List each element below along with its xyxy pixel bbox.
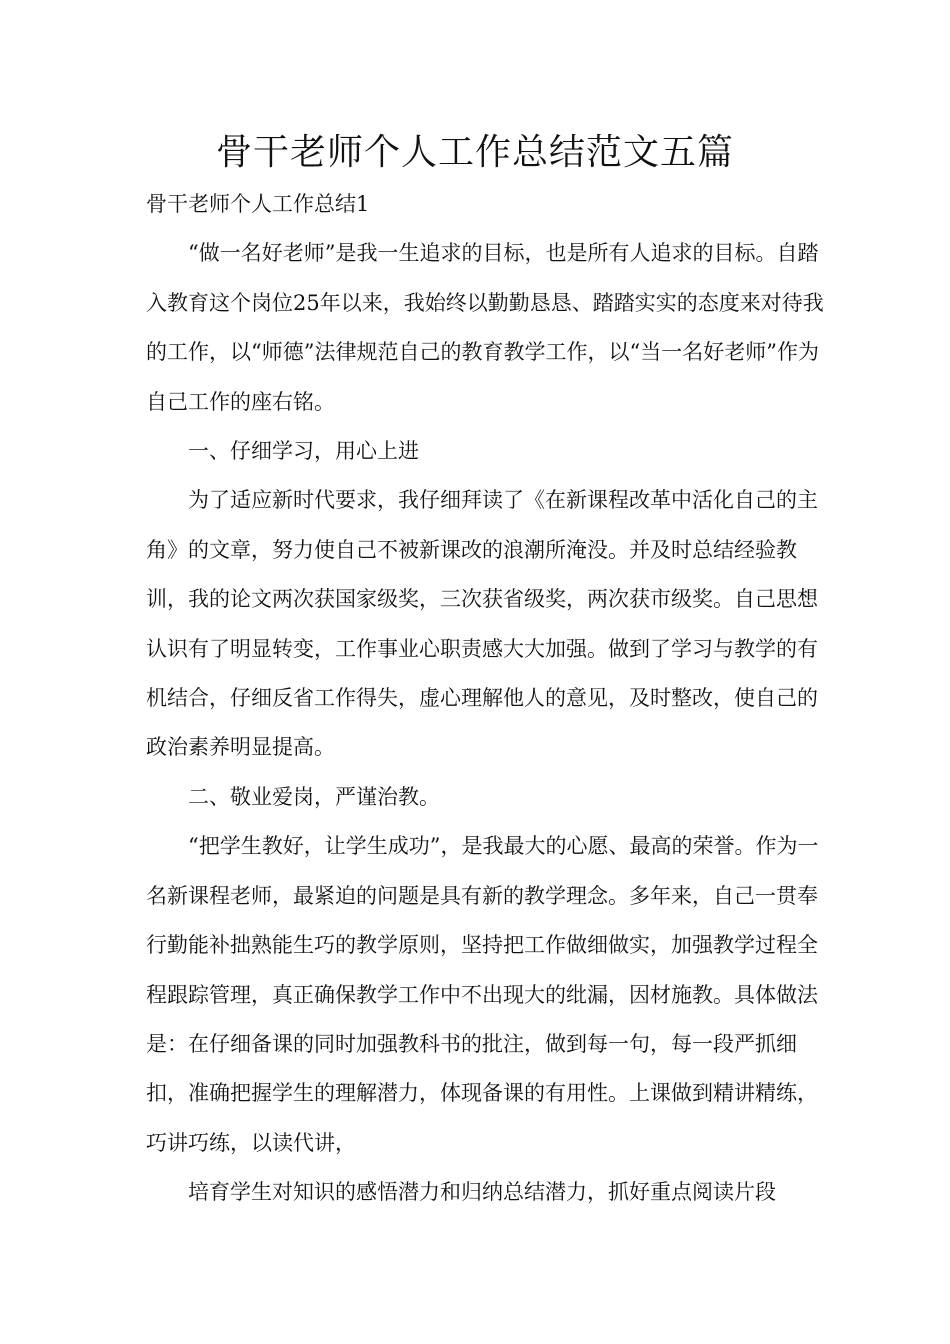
paragraph-intro: “做一名好老师”是我一生追求的目标，也是所有人追求的目标。自踏入教育这个岗位25年以来，我始终以勤勤恳恳、踏踏实实的态度来对待我的工作，以“师德”法律规范自己的教育教学工作，以“当一名好老师”作为自己工作的座右铭。 [146,241,824,414]
paragraph-dedication: “把学生教好，让学生成功”，是我最大的心愿、最高的荣誉。作为一名新课程老师，最紧迫的问题是具有新的教学理念。多年来，自己一贯奉行勤能补拙熟能生巧的教学原则，坚持把工作做细做实，加强教学过程全程跟踪管理，真正确保教学工作中不出现大的纰漏，因材施教。具体做法是：在仔细备课的同时加强教科书的批注，做到每一句，每一段严抓细扣，准确把握学生的理解潜力，体现备课的有用性。上课做到精讲精练，巧讲巧练，以读代讲， [146,834,819,1155]
section-heading-study: 一、仔细学习，用心上进 [188,439,419,464]
section-heading-dedication: 二、敬业爱岗，严谨治教。 [188,784,440,809]
document-body [146,180,826,1218]
paragraph-continuation: 培育学生对知识的感悟潜力和归纳总结潜力，抓好重点阅读片段 [188,1180,776,1205]
document-title: 骨干老师个人工作总结范文五篇 [215,132,734,173]
paragraph-study: 为了适应新时代要求，我仔细拜读了《在新课程改革中活化自己的主角》的文章，努力使自己不被新课改的浪潮所淹没。并及时总结经验教训，我的论文两次获国家级奖，三次获省级奖，两次获市级奖。自己思想认识有了明显转变，工作事业心职责感大大加强。做到了学习与教学的有机结合，仔细反省工作得失，虚心理解他人的意见，及时整改，使自己的政治素养明显提高。 [146,488,818,760]
section-subtitle: 骨干老师个人工作总结1 [146,192,370,216]
